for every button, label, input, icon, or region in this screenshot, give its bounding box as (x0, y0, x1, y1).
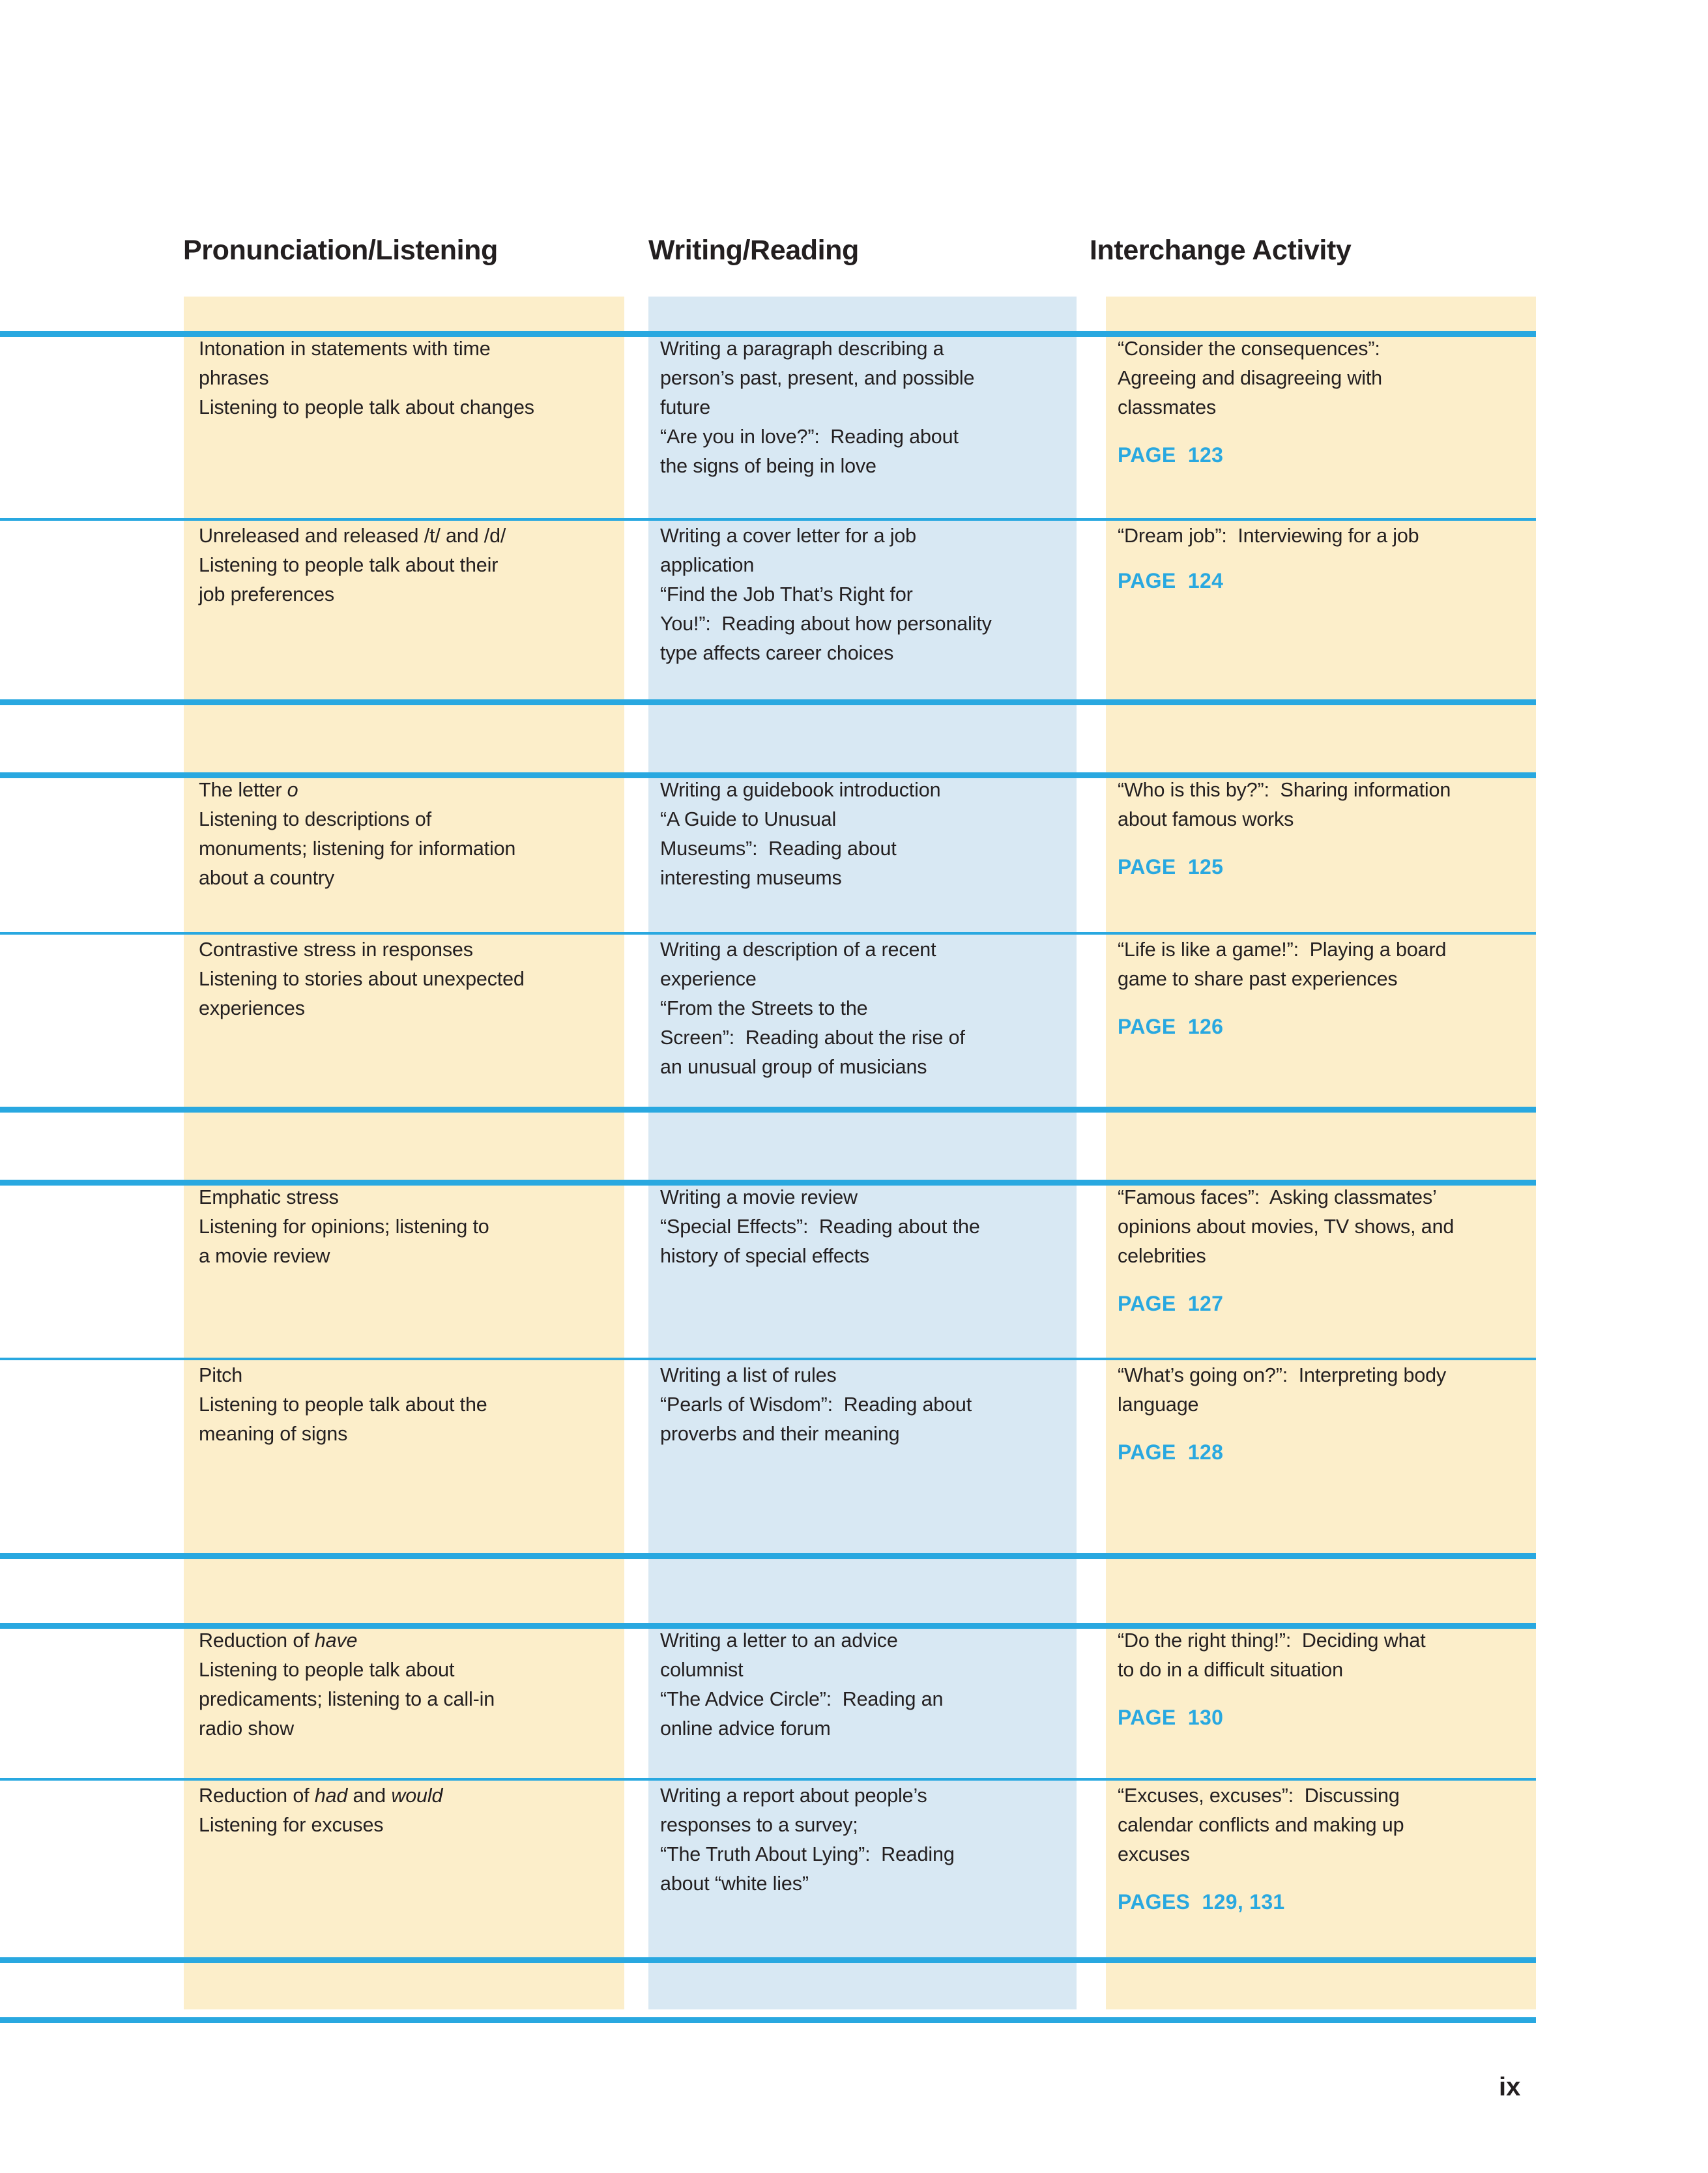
cell-line: Museums”: Reading about (660, 838, 897, 860)
page-number: 130 (1187, 1706, 1224, 1729)
cell-line: Writing a report about people’s (660, 1785, 927, 1807)
cell-line: an unusual group of musicians (660, 1056, 927, 1078)
page-label: PAGE (1118, 569, 1176, 592)
cell-line: “The Advice Circle”: Reading an (660, 1688, 944, 1710)
cell-line: Listening to people talk about changes (199, 396, 534, 418)
rule-table-bottom (0, 2017, 1536, 2023)
rule-group4-bottom (0, 1957, 1536, 1963)
cell-line: Writing a paragraph describing a (660, 338, 944, 360)
column-band-interchange-activity (1106, 297, 1536, 2009)
cell-line: “Famous faces”: Asking classmates’ (1118, 1186, 1437, 1208)
cell-line: experiences (199, 997, 305, 1019)
cell-line: Writing a guidebook introduction (660, 779, 941, 801)
cell-line: opinions about movies, TV shows, and (1118, 1216, 1455, 1238)
cell-line: language (1118, 1393, 1199, 1416)
cell-line: Emphatic stress (199, 1186, 339, 1208)
page-label: PAGE (1118, 1706, 1176, 1729)
cell-line: job preferences (199, 583, 334, 605)
page-number: 123 (1187, 443, 1224, 467)
page-label: PAGE (1118, 1440, 1176, 1464)
rule-group1-bottom (0, 699, 1536, 705)
cell-line: classmates (1118, 396, 1217, 418)
cell-line: Unreleased and released /t/ and /d/ (199, 525, 506, 547)
cell-line: Contrastive stress in responses (199, 939, 473, 961)
cell-pronunciation-listening-row1 (199, 334, 616, 422)
cell-line: Listening to stories about unexpected (199, 968, 525, 990)
page-label: PAGES (1118, 1890, 1191, 1914)
page-folio: ix (1499, 2073, 1521, 2101)
cell-writing-reading-row8 (660, 1781, 1077, 1899)
cell-interchange-activity-row2 (1118, 521, 1535, 551)
cell-line: Listening to people talk about their (199, 554, 499, 576)
cell-line: “Excuses, excuses”: Discussing (1118, 1785, 1400, 1807)
page-number: 124 (1187, 569, 1224, 592)
cell-line: type affects career choices (660, 642, 894, 664)
cell-pronunciation-listening-row8 (199, 1781, 629, 1840)
page-label: PAGE (1118, 1292, 1176, 1315)
page-reference-row1[interactable] (1118, 443, 1223, 467)
cell-interchange-activity-row4 (1118, 935, 1548, 994)
page-number: 126 (1187, 1015, 1224, 1038)
cell-line: Listening for excuses (199, 1814, 384, 1836)
cell-line: the signs of being in love (660, 455, 876, 477)
page-label: PAGE (1118, 1015, 1176, 1038)
cell-line: “Dream job”: Interviewing for a job (1118, 525, 1419, 547)
column-header-interchange-activity: Interchange Activity (1090, 235, 1352, 266)
cell-line: Listening for opinions; listening to (199, 1216, 489, 1238)
page-number: 128 (1187, 1440, 1224, 1464)
cell-line: Intonation in statements with time (199, 338, 491, 360)
cell-line: experience (660, 968, 757, 990)
cell-line: Pitch (199, 1364, 243, 1386)
column-header-pronunciation-listening: Pronunciation/Listening (183, 235, 498, 266)
cell-pronunciation-listening-row4 (199, 935, 629, 1023)
cell-interchange-activity-row1 (1118, 334, 1535, 422)
cell-line: “Do the right thing!”: Deciding what (1118, 1629, 1426, 1652)
cell-line: Listening to descriptions of (199, 808, 431, 830)
page-reference-row2[interactable] (1118, 569, 1223, 593)
cell-pronunciation-listening-row3 (199, 776, 629, 893)
page-reference-row6[interactable] (1118, 1440, 1223, 1465)
cell-line: future (660, 396, 711, 418)
column-header-writing-reading: Writing/Reading (648, 235, 859, 266)
rule-row5-row6 (0, 1358, 1536, 1360)
cell-line: monuments; listening for information (199, 838, 516, 860)
cell-line: calendar conflicts and making up (1118, 1814, 1404, 1836)
page-number: 127 (1187, 1292, 1224, 1315)
cell-line: Writing a description of a recent (660, 939, 936, 961)
cell-line: excuses (1118, 1843, 1190, 1865)
rule-row3-row4 (0, 932, 1536, 935)
cell-line: about a country (199, 867, 335, 889)
page-reference-row4[interactable] (1118, 1015, 1223, 1039)
cell-line: Reduction of had and would (199, 1785, 443, 1807)
cell-line: Reduction of have (199, 1629, 358, 1652)
cell-line: “Special Effects”: Reading about the (660, 1216, 980, 1238)
cell-line: proverbs and their meaning (660, 1423, 900, 1445)
cell-line: You!”: Reading about how personality (660, 613, 992, 635)
cell-interchange-activity-row5 (1118, 1183, 1548, 1271)
cell-pronunciation-listening-row5 (199, 1183, 629, 1271)
cell-line: to do in a difficult situation (1118, 1659, 1343, 1681)
cell-writing-reading-row6 (660, 1361, 1077, 1449)
cell-line: application (660, 554, 755, 576)
cell-line: meaning of signs (199, 1423, 348, 1445)
cell-line: “From the Streets to the (660, 997, 868, 1019)
cell-line: “Find the Job That’s Right for (660, 583, 913, 605)
cell-line: a movie review (199, 1245, 330, 1267)
cell-line: Listening to people talk about the (199, 1393, 487, 1416)
page-label: PAGE (1118, 443, 1176, 467)
page-reference-row7[interactable] (1118, 1706, 1223, 1730)
cell-line: phrases (199, 367, 269, 389)
page-reference-row8[interactable] (1118, 1890, 1285, 1914)
cell-line: “A Guide to Unusual (660, 808, 837, 830)
cell-line: game to share past experiences (1118, 968, 1398, 990)
cell-writing-reading-row3 (660, 776, 1077, 893)
cell-line: history of special effects (660, 1245, 870, 1267)
cell-interchange-activity-row6 (1118, 1361, 1561, 1420)
cell-line: “Are you in love?”: Reading about (660, 426, 959, 448)
cell-line: radio show (199, 1717, 294, 1740)
rule-group3-bottom (0, 1553, 1536, 1559)
cell-writing-reading-row4 (660, 935, 1077, 1082)
cell-interchange-activity-row7 (1118, 1626, 1548, 1685)
rule-row1-row2 (0, 518, 1536, 521)
cell-line: person’s past, present, and possible (660, 367, 975, 389)
cell-pronunciation-listening-row7 (199, 1626, 629, 1743)
page-number: 129, 131 (1202, 1890, 1285, 1914)
cell-line: “The Truth About Lying”: Reading (660, 1843, 955, 1865)
cell-line: responses to a survey; (660, 1814, 858, 1836)
cell-line: celebrities (1118, 1245, 1206, 1267)
rule-group2-bottom (0, 1107, 1536, 1113)
cell-line: “Pearls of Wisdom”: Reading about (660, 1393, 972, 1416)
cell-line: about “white lies” (660, 1873, 809, 1895)
cell-line: columnist (660, 1659, 744, 1681)
cell-line: Listening to people talk about (199, 1659, 455, 1681)
cell-line: Writing a movie review (660, 1186, 858, 1208)
page-label: PAGE (1118, 855, 1176, 879)
cell-line: interesting museums (660, 867, 842, 889)
page-number: 125 (1187, 855, 1224, 879)
cell-interchange-activity-row3 (1118, 776, 1548, 834)
cell-line: “What’s going on?”: Interpreting body (1118, 1364, 1447, 1386)
cell-line: about famous works (1118, 808, 1294, 830)
cell-line: online advice forum (660, 1717, 831, 1740)
cell-line: The letter o (199, 779, 298, 801)
cell-line: “Who is this by?”: Sharing information (1118, 779, 1451, 801)
cell-line: Writing a letter to an advice (660, 1629, 898, 1652)
cell-writing-reading-row1 (660, 334, 1067, 481)
cell-line: Agreeing and disagreeing with (1118, 367, 1382, 389)
cell-writing-reading-row7 (660, 1626, 1077, 1743)
rule-row7-row8 (0, 1778, 1536, 1781)
cell-pronunciation-listening-row6 (199, 1361, 629, 1449)
cell-writing-reading-row2 (660, 521, 1077, 668)
cell-interchange-activity-row8 (1118, 1781, 1548, 1869)
cell-line: “Life is like a game!”: Playing a board (1118, 939, 1447, 961)
page-reference-row3[interactable] (1118, 855, 1223, 879)
cell-line: Writing a list of rules (660, 1364, 837, 1386)
cell-pronunciation-listening-row2 (199, 521, 616, 609)
cell-line: Screen”: Reading about the rise of (660, 1027, 965, 1049)
cell-line: “Consider the consequences”: (1118, 338, 1380, 360)
page-reference-row5[interactable] (1118, 1292, 1223, 1316)
cell-writing-reading-row5 (660, 1183, 1077, 1271)
cell-line: Writing a cover letter for a job (660, 525, 916, 547)
cell-line: predicaments; listening to a call-in (199, 1688, 495, 1710)
